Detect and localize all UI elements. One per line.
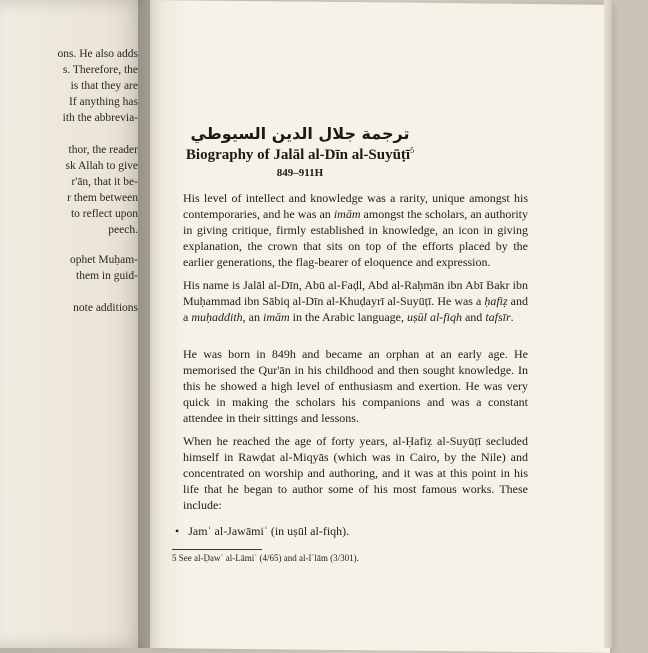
book-gutter <box>138 0 164 648</box>
title-footnote-mark: 5 <box>410 146 415 155</box>
paragraph-2: His name is Jalāl al-Dīn, Abū al-Faḍl, Abd al-Raḥmān ibn Abī Bakr ibn Muḥammad ibn Sābiq al-Dīn al-Khuḍayrī al-Suyūṭī. He was a ḥafiẓ and a muḥaddith, an imām in the Arabic language, uṣūl al-fiqh and tafsīr. <box>183 278 529 324</box>
footnote: 5 See al-Ḍawʾ al-Lāmiʿ (4/65) and al-Iʿlām (3/301). <box>172 553 359 563</box>
page-title <box>110 146 490 164</box>
left-page-line: them in guid- <box>76 270 138 282</box>
left-page-line: ith the abbrevia- <box>62 112 138 124</box>
left-page-line: note additions <box>73 302 138 314</box>
left-page-line: If anything has <box>69 96 138 108</box>
left-page-line: r'ān, that it be- <box>71 176 138 188</box>
left-page-line: ons. He also adds <box>57 48 138 60</box>
page-edge <box>604 0 612 648</box>
left-page-line: r them between <box>67 192 138 204</box>
left-page-line: s. Therefore, the <box>62 64 138 76</box>
paragraph-4: When he reached the age of forty years, al-Ḥafiẓ al-Suyūṭī secluded himself in Rawḍat al-Miqyās (which was in Cairo, by the Nile) and concentrated on worship and authoring, and it was at this point in his life that he began to author some of his most famous works. These include: <box>183 434 528 512</box>
left-page-line: to reflect upon <box>70 208 138 220</box>
left-page-line: is that they are <box>70 80 138 92</box>
list-item: • Jamʿ al-Jawāmiʿ (in uṣūl al-fiqh). <box>175 524 350 538</box>
list-item-text: Jamʿ al-Jawāmiʿ (in uṣūl al-fiqh). <box>188 524 350 538</box>
left-page-line: sk Allah to give <box>65 160 138 172</box>
left-page-line: peech. <box>108 224 138 236</box>
page-title-text: Biography of Jalāl al-Dīn al-Suyūṭī <box>185 147 411 163</box>
footnote-divider <box>172 549 262 550</box>
paragraph-3: He was born in 849h and became an orphan at an early age. He memorised the Qur'ān in his childhood and then sought knowledge. In this he showed a high level of enthusiasm and exertion. He was very quick in making the scholars his companions and was a constant attendee in their sittings and lessons. <box>183 347 528 425</box>
left-page-line: thor, the reader <box>68 144 138 156</box>
left-page <box>0 0 150 648</box>
left-page-line: ophet Muḥam- <box>69 254 138 266</box>
arabic-title: ترجمة جلال الدين السيوطي <box>190 124 410 143</box>
paragraph-1: His level of intellect and knowledge was a rarity, unique amongst his contemporaries, and he was an imām amongst the scholars, an authority in giving critique, firmly established in knowledge, an icon in giving explanation, the crown that sits on top of the efforts placed by the earlier generations, the flag-bearer of eloquence and expression. <box>183 191 529 269</box>
life-dates: 849–911H <box>276 167 324 179</box>
